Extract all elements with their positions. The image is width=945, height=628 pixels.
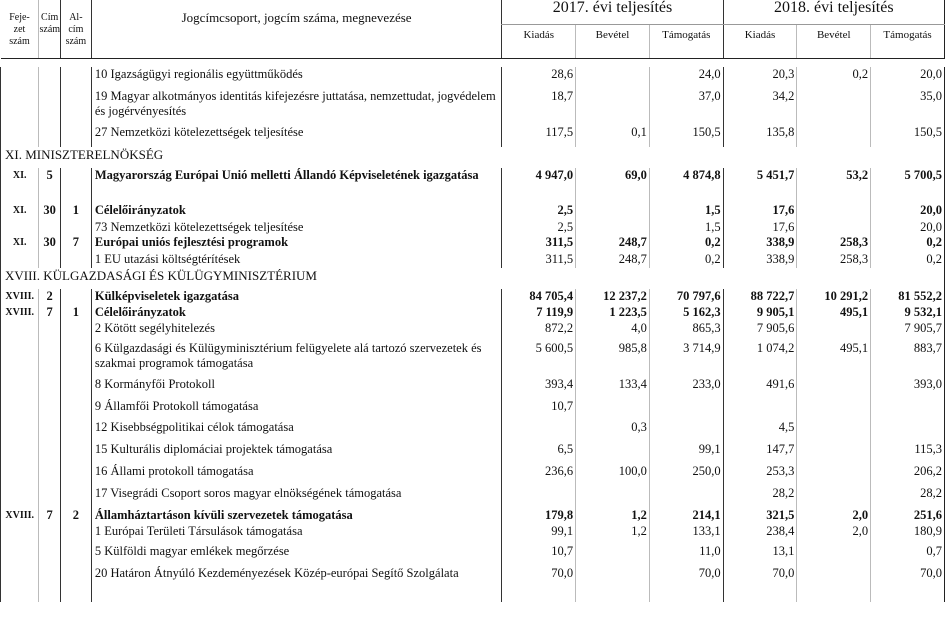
bevetel-2018-cell: 2,0 — [797, 524, 871, 544]
bevetel-2018-cell: 2,0 — [797, 508, 871, 524]
bevetel-2018-cell: 10 291,2 — [797, 289, 871, 305]
kiadas-2017-cell: 99,1 — [502, 524, 576, 544]
table-row — [1, 89, 945, 125]
fejezet-cell — [1, 89, 39, 125]
table-row — [1, 399, 945, 420]
table-row — [1, 168, 945, 203]
tamogatas-2018-cell — [871, 420, 945, 442]
bevetel-2017-cell: 4,0 — [576, 321, 650, 341]
kiadas-2017-cell — [502, 420, 576, 442]
kiadas-2017-cell: 5 600,5 — [502, 341, 576, 377]
tamogatas-2017-cell: 3 714,9 — [649, 341, 723, 377]
kiadas-2018-cell: 34,2 — [723, 89, 797, 125]
description-cell: 9 Államfői Protokoll támogatása — [91, 399, 502, 420]
bevetel-2017-cell — [576, 399, 650, 420]
bevetel-2017-cell: 248,7 — [576, 252, 650, 268]
section-row — [1, 268, 945, 289]
bevetel-2017-cell: 100,0 — [576, 464, 650, 486]
cim-cell — [39, 67, 60, 89]
tamogatas-2017-cell: 70,0 — [649, 566, 723, 602]
kiadas-2017-cell: 4 947,0 — [502, 168, 576, 203]
bevetel-2018-cell — [797, 220, 871, 235]
kiadas-2018-cell: 338,9 — [723, 235, 797, 252]
alcim-cell — [60, 377, 91, 399]
tamogatas-2018-cell: 7 905,7 — [871, 321, 945, 341]
bevetel-2018-cell — [797, 464, 871, 486]
fejezet-cell — [1, 321, 39, 341]
table-row — [1, 544, 945, 566]
tamogatas-2018-cell: 0,2 — [871, 252, 945, 268]
alcim-cell: 1 — [60, 203, 91, 220]
cim-cell: 7 — [39, 508, 60, 524]
tamogatas-2017-cell: 250,0 — [649, 464, 723, 486]
tamogatas-2017-cell: 150,5 — [649, 125, 723, 147]
bevetel-2017-cell — [576, 220, 650, 235]
alcim-cell — [60, 442, 91, 464]
fejezet-cell — [1, 252, 39, 268]
alcim-cell — [60, 125, 91, 147]
bevetel-2018-cell: 258,3 — [797, 252, 871, 268]
kiadas-2017-cell: 872,2 — [502, 321, 576, 341]
tamogatas-2017-cell: 865,3 — [649, 321, 723, 341]
table-row — [1, 486, 945, 508]
fejezet-cell — [1, 220, 39, 235]
bevetel-2018-cell: 53,2 — [797, 168, 871, 203]
section-title: XI. MINISZTERELNÖKSÉG — [1, 147, 945, 168]
cim-cell — [39, 89, 60, 125]
description-cell: 15 Kulturális diplomáciai projektek támogatása — [91, 442, 502, 464]
header-kiadas-2018: Kiadás — [723, 25, 797, 59]
description-cell: 27 Nemzetközi kötelezettségek teljesítése — [91, 125, 502, 147]
table-row — [1, 67, 945, 89]
kiadas-2018-cell: 321,5 — [723, 508, 797, 524]
kiadas-2018-cell: 9 905,1 — [723, 305, 797, 321]
description-cell: 19 Magyar alkotmányos identitás kifejezésre juttatása, nemzettudat, jogvédelem és jogérvényesítés — [91, 89, 502, 125]
fejezet-cell — [1, 464, 39, 486]
kiadas-2017-cell: 393,4 — [502, 377, 576, 399]
cim-cell — [39, 399, 60, 420]
tamogatas-2018-cell — [871, 399, 945, 420]
alcim-cell — [60, 67, 91, 89]
tamogatas-2017-cell — [649, 420, 723, 442]
bevetel-2018-cell — [797, 420, 871, 442]
alcim-cell — [60, 399, 91, 420]
description-cell: Európai uniós fejlesztési programok — [91, 235, 502, 252]
header-fejezet: Feje- zet szám — [1, 0, 39, 59]
bevetel-2018-cell — [797, 566, 871, 602]
header-kiadas-2017: Kiadás — [502, 25, 576, 59]
tamogatas-2017-cell: 99,1 — [649, 442, 723, 464]
cim-cell — [39, 341, 60, 377]
bevetel-2017-cell: 133,4 — [576, 377, 650, 399]
kiadas-2018-cell: 28,2 — [723, 486, 797, 508]
description-cell: 73 Nemzetközi kötelezettségek teljesítése — [91, 220, 502, 235]
tamogatas-2018-cell: 35,0 — [871, 89, 945, 125]
bevetel-2017-cell: 248,7 — [576, 235, 650, 252]
tamogatas-2018-cell: 9 532,1 — [871, 305, 945, 321]
bevetel-2017-cell — [576, 442, 650, 464]
kiadas-2018-cell: 5 451,7 — [723, 168, 797, 203]
alcim-cell — [60, 464, 91, 486]
tamogatas-2018-cell: 81 552,2 — [871, 289, 945, 305]
cim-cell — [39, 464, 60, 486]
tamogatas-2017-cell: 233,0 — [649, 377, 723, 399]
tamogatas-2018-cell: 393,0 — [871, 377, 945, 399]
kiadas-2018-cell: 1 074,2 — [723, 341, 797, 377]
bevetel-2018-cell — [797, 377, 871, 399]
kiadas-2018-cell: 20,3 — [723, 67, 797, 89]
cim-cell: 30 — [39, 203, 60, 220]
tamogatas-2018-cell: 150,5 — [871, 125, 945, 147]
header-year-2017: 2017. évi teljesítés — [502, 0, 723, 25]
tamogatas-2017-cell: 4 874,8 — [649, 168, 723, 203]
cim-cell — [39, 377, 60, 399]
fejezet-cell — [1, 442, 39, 464]
fejezet-cell — [1, 125, 39, 147]
kiadas-2017-cell: 6,5 — [502, 442, 576, 464]
table-row — [1, 252, 945, 268]
table-row — [1, 203, 945, 220]
fejezet-cell: XVIII. — [1, 289, 39, 305]
description-cell: 16 Állami protokoll támogatása — [91, 464, 502, 486]
tamogatas-2017-cell: 70 797,6 — [649, 289, 723, 305]
alcim-cell — [60, 544, 91, 566]
kiadas-2018-cell: 13,1 — [723, 544, 797, 566]
kiadas-2018-cell: 491,6 — [723, 377, 797, 399]
cim-cell: 7 — [39, 305, 60, 321]
bevetel-2018-cell — [797, 399, 871, 420]
kiadas-2018-cell: 135,8 — [723, 125, 797, 147]
alcim-cell — [60, 321, 91, 341]
kiadas-2017-cell: 117,5 — [502, 125, 576, 147]
kiadas-2017-cell: 311,5 — [502, 252, 576, 268]
tamogatas-2018-cell: 115,3 — [871, 442, 945, 464]
fejezet-cell: XI. — [1, 235, 39, 252]
bevetel-2018-cell — [797, 203, 871, 220]
fejezet-cell — [1, 67, 39, 89]
cim-cell: 2 — [39, 289, 60, 305]
kiadas-2018-cell: 253,3 — [723, 464, 797, 486]
tamogatas-2017-cell: 24,0 — [649, 67, 723, 89]
alcim-cell: 1 — [60, 305, 91, 321]
fejezet-cell — [1, 486, 39, 508]
kiadas-2017-cell: 2,5 — [502, 203, 576, 220]
tamogatas-2018-cell: 5 700,5 — [871, 168, 945, 203]
table-row — [1, 464, 945, 486]
bevetel-2017-cell — [576, 67, 650, 89]
tamogatas-2018-cell: 0,7 — [871, 544, 945, 566]
alcim-cell — [60, 220, 91, 235]
tamogatas-2017-cell: 37,0 — [649, 89, 723, 125]
tamogatas-2017-cell: 0,2 — [649, 252, 723, 268]
tamogatas-2018-cell: 20,0 — [871, 67, 945, 89]
bevetel-2018-cell: 258,3 — [797, 235, 871, 252]
kiadas-2018-cell: 338,9 — [723, 252, 797, 268]
description-cell: 8 Kormányfői Protokoll — [91, 377, 502, 399]
bevetel-2017-cell: 1,2 — [576, 508, 650, 524]
kiadas-2017-cell: 236,6 — [502, 464, 576, 486]
tamogatas-2017-cell: 0,2 — [649, 235, 723, 252]
bevetel-2017-cell — [576, 203, 650, 220]
tamogatas-2018-cell: 0,2 — [871, 235, 945, 252]
kiadas-2018-cell — [723, 399, 797, 420]
cim-cell: 30 — [39, 235, 60, 252]
cim-cell — [39, 125, 60, 147]
fejezet-cell: XI. — [1, 168, 39, 203]
bevetel-2017-cell: 12 237,2 — [576, 289, 650, 305]
alcim-cell: 7 — [60, 235, 91, 252]
tamogatas-2018-cell: 28,2 — [871, 486, 945, 508]
bevetel-2018-cell: 495,1 — [797, 341, 871, 377]
fejezet-cell — [1, 566, 39, 602]
cim-cell — [39, 566, 60, 602]
kiadas-2017-cell: 179,8 — [502, 508, 576, 524]
table-row — [1, 420, 945, 442]
bevetel-2017-cell: 0,1 — [576, 125, 650, 147]
header-year-2018: 2018. évi teljesítés — [723, 0, 944, 25]
description-cell: 10 Igazságügyi regionális együttműködés — [91, 67, 502, 89]
bevetel-2017-cell — [576, 486, 650, 508]
table-row — [1, 524, 945, 544]
header-cim: Cím szám — [39, 0, 60, 59]
kiadas-2018-cell: 147,7 — [723, 442, 797, 464]
cim-cell — [39, 321, 60, 341]
kiadas-2018-cell: 238,4 — [723, 524, 797, 544]
description-cell: Külképviseletek igazgatása — [91, 289, 502, 305]
tamogatas-2018-cell: 70,0 — [871, 566, 945, 602]
table-row — [1, 125, 945, 147]
fejezet-cell: XVIII. — [1, 305, 39, 321]
kiadas-2017-cell: 18,7 — [502, 89, 576, 125]
fejezet-cell — [1, 341, 39, 377]
table-row — [1, 220, 945, 235]
table-row — [1, 566, 945, 602]
table-row — [1, 289, 945, 305]
kiadas-2017-cell: 10,7 — [502, 544, 576, 566]
cim-cell — [39, 252, 60, 268]
description-cell: 5 Külföldi magyar emlékek megőrzése — [91, 544, 502, 566]
bevetel-2018-cell: 0,2 — [797, 67, 871, 89]
kiadas-2017-cell: 7 119,9 — [502, 305, 576, 321]
tamogatas-2017-cell: 214,1 — [649, 508, 723, 524]
kiadas-2018-cell: 70,0 — [723, 566, 797, 602]
alcim-cell — [60, 486, 91, 508]
alcim-cell — [60, 524, 91, 544]
cim-cell — [39, 544, 60, 566]
table-row — [1, 377, 945, 399]
tamogatas-2018-cell: 180,9 — [871, 524, 945, 544]
fejezet-cell: XVIII. — [1, 508, 39, 524]
header-alcim: Al- cím szám — [60, 0, 91, 59]
fejezet-cell — [1, 420, 39, 442]
table-row — [1, 442, 945, 464]
section-row — [1, 147, 945, 168]
description-cell: 20 Határon Átnyúló Kezdeményezések Közép-európai Segítő Szolgálata — [91, 566, 502, 602]
bevetel-2017-cell: 1 223,5 — [576, 305, 650, 321]
tamogatas-2018-cell: 251,6 — [871, 508, 945, 524]
tamogatas-2018-cell: 206,2 — [871, 464, 945, 486]
alcim-cell — [60, 420, 91, 442]
tamogatas-2018-cell: 883,7 — [871, 341, 945, 377]
kiadas-2018-cell: 7 905,6 — [723, 321, 797, 341]
table-row — [1, 321, 945, 341]
bevetel-2017-cell: 1,2 — [576, 524, 650, 544]
tamogatas-2017-cell: 1,5 — [649, 203, 723, 220]
spacer — [1, 59, 945, 68]
kiadas-2018-cell: 4,5 — [723, 420, 797, 442]
description-cell: 1 Európai Területi Társulások támogatása — [91, 524, 502, 544]
bevetel-2018-cell — [797, 544, 871, 566]
alcim-cell — [60, 341, 91, 377]
cim-cell — [39, 486, 60, 508]
description-cell: Célelőirányzatok — [91, 305, 502, 321]
bevetel-2017-cell — [576, 89, 650, 125]
bevetel-2018-cell — [797, 486, 871, 508]
tamogatas-2017-cell: 11,0 — [649, 544, 723, 566]
tamogatas-2018-cell: 20,0 — [871, 203, 945, 220]
table-row — [1, 508, 945, 524]
table-row — [1, 235, 945, 252]
bevetel-2017-cell — [576, 566, 650, 602]
kiadas-2018-cell: 17,6 — [723, 220, 797, 235]
fejezet-cell — [1, 399, 39, 420]
kiadas-2017-cell — [502, 486, 576, 508]
kiadas-2018-cell: 17,6 — [723, 203, 797, 220]
bevetel-2017-cell: 69,0 — [576, 168, 650, 203]
description-cell: Magyarország Európai Unió melletti Állandó Képviseletének igazgatása — [91, 168, 502, 203]
bevetel-2018-cell — [797, 125, 871, 147]
alcim-cell — [60, 566, 91, 602]
kiadas-2017-cell: 2,5 — [502, 220, 576, 235]
fejezet-cell: XI. — [1, 203, 39, 220]
description-cell: Célelőirányzatok — [91, 203, 502, 220]
fejezet-cell — [1, 544, 39, 566]
section-title: XVIII. KÜLGAZDASÁGI ÉS KÜLÜGYMINISZTÉRIUM — [1, 268, 945, 289]
table-body — [1, 59, 945, 603]
alcim-cell — [60, 168, 91, 203]
table-row — [1, 305, 945, 321]
alcim-cell: 2 — [60, 508, 91, 524]
cim-cell: 5 — [39, 168, 60, 203]
header-description: Jogcímcsoport, jogcím száma, megnevezése — [91, 0, 502, 59]
cim-cell — [39, 220, 60, 235]
bevetel-2018-cell — [797, 442, 871, 464]
header-bevetel-2017: Bevétel — [576, 25, 650, 59]
tamogatas-2017-cell — [649, 486, 723, 508]
kiadas-2017-cell: 70,0 — [502, 566, 576, 602]
description-cell: 2 Kötött segélyhitelezés — [91, 321, 502, 341]
bevetel-2017-cell: 985,8 — [576, 341, 650, 377]
cim-cell — [39, 442, 60, 464]
kiadas-2017-cell: 28,6 — [502, 67, 576, 89]
kiadas-2017-cell: 311,5 — [502, 235, 576, 252]
kiadas-2017-cell: 84 705,4 — [502, 289, 576, 305]
tamogatas-2017-cell: 5 162,3 — [649, 305, 723, 321]
bevetel-2018-cell — [797, 89, 871, 125]
tamogatas-2017-cell — [649, 399, 723, 420]
alcim-cell — [60, 289, 91, 305]
bevetel-2017-cell — [576, 544, 650, 566]
alcim-cell — [60, 252, 91, 268]
bevetel-2018-cell — [797, 321, 871, 341]
description-cell: 6 Külgazdasági és Külügyminisztérium felügyelete alá tartozó szervezetek és szakmai programok támogatása — [91, 341, 502, 377]
description-cell: 17 Visegrádi Csoport soros magyar elnökségének támogatása — [91, 486, 502, 508]
header-bevetel-2018: Bevétel — [797, 25, 871, 59]
kiadas-2018-cell: 88 722,7 — [723, 289, 797, 305]
header-tamogatas-2017: Támogatás — [649, 25, 723, 59]
description-cell: 1 EU utazási költségtérítések — [91, 252, 502, 268]
tamogatas-2017-cell: 133,1 — [649, 524, 723, 544]
kiadas-2017-cell: 10,7 — [502, 399, 576, 420]
bevetel-2017-cell: 0,3 — [576, 420, 650, 442]
cim-cell — [39, 420, 60, 442]
header-tamogatas-2018: Támogatás — [871, 25, 945, 59]
tamogatas-2018-cell: 20,0 — [871, 220, 945, 235]
cim-cell — [39, 524, 60, 544]
description-cell: Államháztartáson kívüli szervezetek támogatása — [91, 508, 502, 524]
description-cell: 12 Kisebbségpolitikai célok támogatása — [91, 420, 502, 442]
fejezet-cell — [1, 524, 39, 544]
bevetel-2018-cell: 495,1 — [797, 305, 871, 321]
alcim-cell — [60, 89, 91, 125]
tamogatas-2017-cell: 1,5 — [649, 220, 723, 235]
table-row — [1, 341, 945, 377]
fejezet-cell — [1, 377, 39, 399]
